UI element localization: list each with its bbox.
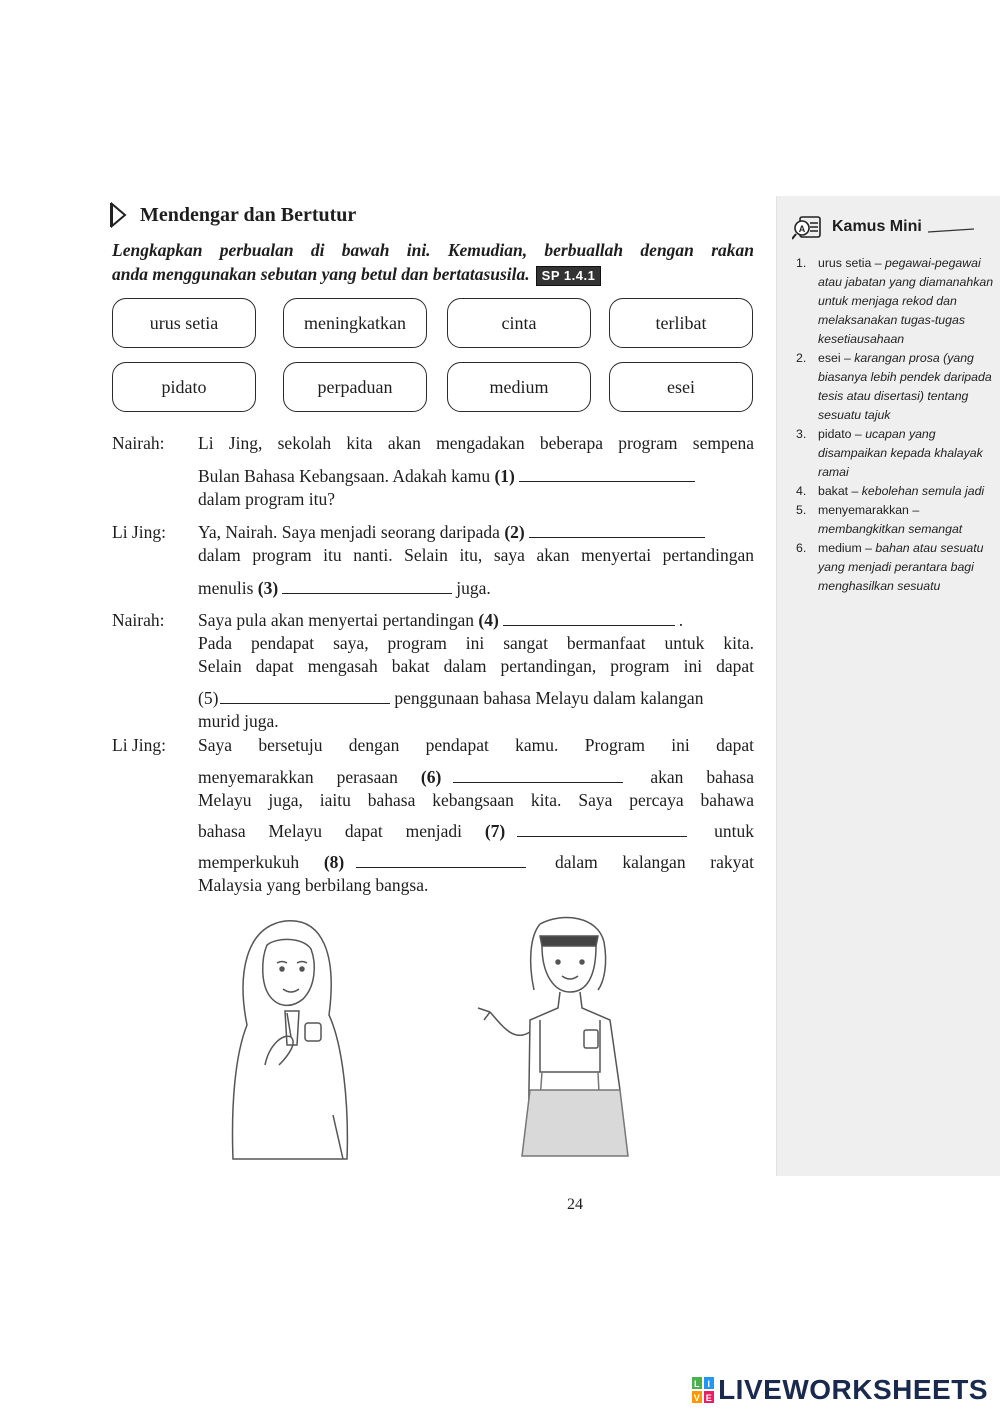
instruction-line-1: Lengkapkan perbualan di bawah ini. Kemudian, berbuallah dengan rakan <box>112 240 754 260</box>
word-label: perpaduan <box>317 376 393 397</box>
dialogue-line: Saya pula akan menyertai pertandingan (4) . <box>198 610 684 630</box>
section-heading <box>110 202 356 228</box>
kamus-item: 2. esei – karangan prosa (yang biasanya lebih pendek daripada tesis atau disertasi) tentang sesuatu tajuk <box>796 351 992 422</box>
kamus-item: 5. menyemarakkan – membangkitkan semangat <box>796 503 963 536</box>
kamus-title-text: Kamus Mini <box>832 218 922 235</box>
blank-number: (1) <box>494 466 515 486</box>
dialogue-line: Melayu juga, iaitu bahasa kebangsaan kita. Saya percaya bahawa <box>198 790 754 810</box>
dialogue-line: menulis (3) juga. <box>198 578 491 598</box>
section-title: Mendengar dan Bertutur <box>140 203 357 226</box>
liveworksheets-brand[interactable] <box>692 1374 988 1406</box>
answer-blank-6[interactable] <box>453 781 623 783</box>
speaker-nairah: Nairah: <box>112 610 165 630</box>
word-box[interactable] <box>283 362 427 412</box>
answer-blank-4[interactable] <box>503 624 675 626</box>
title-underline <box>928 220 978 234</box>
word-box[interactable] <box>609 362 753 412</box>
instruction-line-2: anda menggunakan sebutan yang betul dan bertatasusila. SP 1.4.1 <box>112 262 754 286</box>
instruction <box>112 238 754 286</box>
dialogue-line: murid juga. <box>198 711 279 731</box>
word-box[interactable] <box>609 298 753 348</box>
kamus-item: 4. bakat – kebolehan semula jadi <box>796 484 985 498</box>
word-box[interactable] <box>283 298 427 348</box>
word-label: terlibat <box>655 312 707 333</box>
svg-text:I: I <box>707 1379 711 1389</box>
brand-name: LIVEWORKSHEETS <box>718 1374 988 1405</box>
word-label: esei <box>667 376 695 397</box>
blank-number: (8) <box>323 852 345 872</box>
speaker-lijing: Li Jing: <box>112 735 166 755</box>
word-box[interactable] <box>112 298 256 348</box>
dialogue-line: dalam program itu nanti. Selain itu, saya akan menyertai pertandingan <box>198 545 754 565</box>
kamus-list <box>796 254 994 596</box>
answer-blank-5[interactable] <box>220 702 390 704</box>
liveworksheets-logo-icon <box>692 1377 714 1403</box>
blank-number: (5) <box>198 688 219 708</box>
answer-blank-8[interactable] <box>356 866 526 868</box>
dialogue-line: bahasa Melayu dapat menjadi (7) untuk <box>198 821 754 841</box>
kamus-item: 3. pidato – ucapan yang disampaikan kepada khalayak ramai <box>796 427 983 479</box>
speaker-lijing: Li Jing: <box>112 522 166 542</box>
lijing-illustration <box>470 912 650 1160</box>
kamus-title <box>792 214 978 240</box>
blank-number: (3) <box>257 578 279 598</box>
word-label: cinta <box>501 312 537 333</box>
word-box[interactable] <box>447 298 591 348</box>
dialogue-line: memperkukuh (8) dalam kalangan rakyat <box>198 852 755 872</box>
dialogue-line: menyemarakkan perasaan (6) akan bahasa <box>198 767 755 787</box>
svg-text:L: L <box>694 1379 701 1389</box>
kamus-item: 6. medium – bahan atau sesuatu yang menjadi perantara bagi menghasilkan sesuatu <box>796 541 984 593</box>
nairah-illustration <box>225 915 355 1160</box>
dialogue-line: Li Jing, sekolah kita akan mengadakan beberapa program sempena <box>198 433 754 453</box>
speaker-nairah: Nairah: <box>112 433 165 453</box>
svg-text:A: A <box>798 224 806 234</box>
answer-blank-3[interactable] <box>282 592 452 594</box>
word-box[interactable] <box>112 362 256 412</box>
blank-number: (7) <box>484 821 506 841</box>
dictionary-icon <box>792 214 826 240</box>
word-box[interactable] <box>447 362 591 412</box>
answer-blank-1[interactable] <box>519 480 695 482</box>
dialogue-line: Selain dapat mengasah bakat dalam pertandingan, program ini dapat <box>198 656 754 676</box>
blank-number: (2) <box>504 522 525 542</box>
word-label: urus setia <box>149 312 219 333</box>
word-label: meningkatkan <box>304 312 406 333</box>
sp-badge: SP 1.4.1 <box>536 266 602 286</box>
section-arrow-icon <box>110 202 128 228</box>
answer-blank-2[interactable] <box>529 536 705 538</box>
dialogue-line: Malaysia yang berbilang bangsa. <box>198 875 429 895</box>
svg-text:V: V <box>693 1393 701 1403</box>
dialogue-line: Ya, Nairah. Saya menjadi seorang daripada (2) <box>198 522 709 543</box>
word-label: medium <box>489 376 549 397</box>
dialogue-line: dalam program itu? <box>198 489 336 509</box>
blank-number: (6) <box>420 767 442 787</box>
dialogue-line: (5) penggunaan bahasa Melayu dalam kalangan <box>198 688 704 708</box>
page-number: 24 <box>567 1196 583 1213</box>
answer-blank-7[interactable] <box>517 835 687 837</box>
blank-number: (4) <box>478 610 499 630</box>
dialogue-line: Bulan Bahasa Kebangsaan. Adakah kamu (1) <box>198 466 699 487</box>
svg-text:E: E <box>705 1393 713 1403</box>
dialogue-line: Pada pendapat saya, program ini sangat bermanfaat untuk kita. <box>198 633 754 653</box>
word-label: pidato <box>161 376 207 397</box>
kamus-item: 1. urus setia – pegawai-pegawai atau jabatan yang diamanahkan untuk menjaga rekod dan melaksanakan tugas-tugas kesetiausahaan <box>796 256 994 346</box>
dialogue-line: Saya bersetuju dengan pendapat kamu. Program ini dapat <box>198 735 754 755</box>
